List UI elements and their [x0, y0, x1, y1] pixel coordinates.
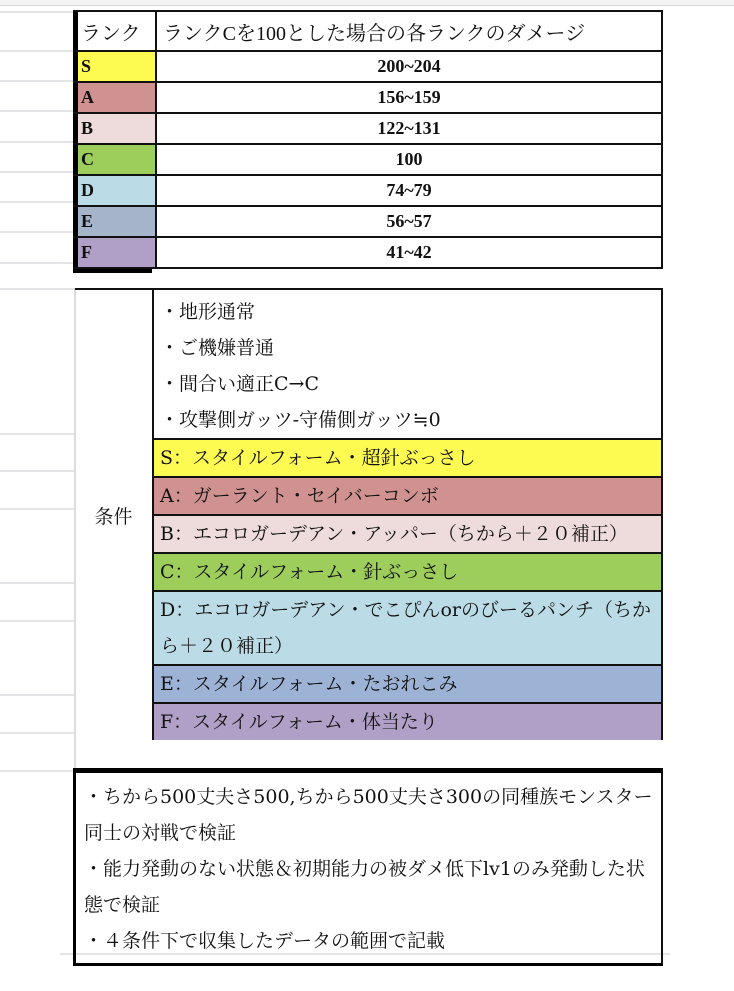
table-header-row: [73, 10, 663, 52]
base-condition: ・攻撃側ガッツ-守備側ガッツ≒0: [160, 409, 441, 431]
grid-line: [0, 770, 75, 772]
rank-cell-b: B: [73, 114, 157, 143]
grid-line: [0, 620, 75, 622]
base-conditions: [154, 290, 661, 438]
rank-condition-s: S：スタイルフォーム・超針ぶっさし: [154, 438, 661, 476]
grid-line: [0, 732, 75, 734]
grid-line: [0, 201, 75, 203]
grid-line: [0, 433, 75, 435]
base-condition: ・ご機嫌普通: [160, 337, 275, 359]
rank-condition-f: F：スタイルフォーム・体当たり: [154, 702, 661, 740]
grid-line: [0, 171, 75, 173]
rank-condition-d: D：エコロガーデアン・でこぴんorのびーるパンチ（ちから＋２０補正）: [154, 590, 661, 664]
grid-line: [0, 470, 75, 472]
rank-condition-e: E：スタイルフォーム・たおれこみ: [154, 664, 661, 702]
damage-cell: 100: [157, 145, 663, 174]
note-item: ・４条件下で収集したデータの範囲で記載: [84, 930, 446, 952]
grid-line: [0, 11, 75, 13]
grid-line: [0, 262, 75, 264]
damage-cell: 156~159: [157, 83, 663, 112]
rank-column-header: ランク: [73, 12, 157, 50]
damage-cell: 74~79: [157, 176, 663, 205]
grid-line: [0, 80, 75, 82]
damage-cell: 41~42: [157, 238, 663, 267]
grid-line: [0, 110, 75, 112]
rank-condition-c: C：スタイルフォーム・針ぶっさし: [154, 552, 661, 590]
note-item: ・能力発動のない状態＆初期能力の被ダメ低下lv1のみ発動した状態で検証: [84, 858, 645, 916]
conditions-label: 条件: [75, 288, 152, 740]
conditions-body: [152, 288, 663, 740]
base-condition: ・地形通常: [160, 301, 256, 323]
grid-line: [0, 694, 75, 696]
grid-line: [0, 50, 75, 52]
table-row: [73, 238, 663, 269]
damage-cell: 200~204: [157, 52, 663, 81]
grid-line: [0, 508, 75, 510]
damage-cell: 122~131: [157, 114, 663, 143]
rank-cell-a: A: [73, 83, 157, 112]
rank-cell-e: E: [73, 207, 157, 236]
table-row: [73, 83, 663, 114]
grid-line: [0, 141, 75, 143]
grid-line: [0, 288, 75, 290]
rank-damage-table: [73, 10, 663, 273]
table-row: [73, 114, 663, 145]
rank-condition-b: B：エコロガーデアン・アッパー（ちから＋２０補正）: [154, 514, 661, 552]
table-row: [73, 207, 663, 238]
note-item: ・ちから500丈夫さ500,ちから500丈夫さ300の同種族モンスター同士の対戦で検証: [84, 786, 653, 844]
window-top-strip: [0, 0, 734, 6]
damage-column-header: ランクCを100とした場合の各ランクのダメージ: [157, 12, 663, 50]
grid-line: [0, 231, 75, 233]
grid-line: [0, 582, 75, 584]
damage-cell: 56~57: [157, 207, 663, 236]
conditions-table: [75, 288, 663, 740]
table-row: [73, 145, 663, 176]
rank-cell-c: C: [73, 145, 157, 174]
rank-cell-f: F: [73, 238, 157, 267]
thick-border: [73, 269, 152, 273]
rank-cell-d: D: [73, 176, 157, 205]
table-row: [73, 52, 663, 83]
rank-cell-s: S: [73, 52, 157, 81]
base-condition: ・間合い適正C→C: [160, 373, 319, 395]
notes-box: [73, 768, 663, 966]
rank-condition-a: A：ガーラント・セイバーコンボ: [154, 476, 661, 514]
table-row: [73, 176, 663, 207]
